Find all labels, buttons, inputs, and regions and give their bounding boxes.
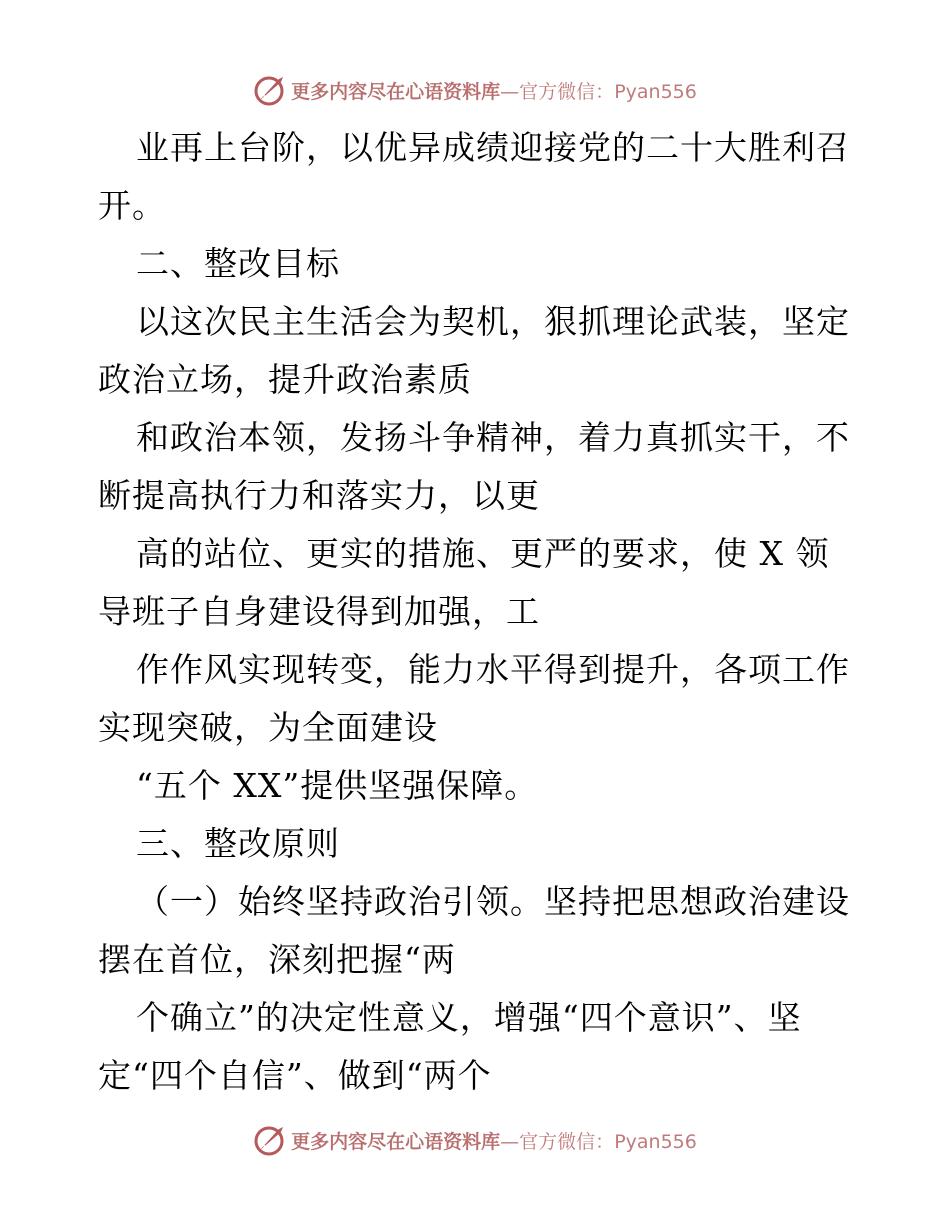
section-heading-goals: 二、整改目标 (136, 244, 340, 283)
body-line-11: 实现突破，为全面建设 (98, 708, 438, 747)
body-line-5: 政治立场，提升政治素质 (98, 360, 472, 399)
body-line-16: 个确立”的决定性意义，增强“四个意识”、坚 (136, 998, 802, 1037)
footer-watermark-text: 更多内容尽在心语资料库—官方微信：Pyan556 (291, 1130, 697, 1153)
body-line-4: 以这次民主生活会为契机，狠抓理论武装，坚定 (136, 302, 850, 341)
header-watermark-text: 更多内容尽在心语资料库—官方微信：Pyan556 (291, 80, 697, 103)
quill-circle-icon (253, 1123, 287, 1157)
section-heading-principles: 三、整改原则 (136, 824, 340, 863)
body-line-12: “五个 XX”提供坚强保障。 (136, 766, 539, 805)
body-line-17: 定“四个自信”、做到“两个 (98, 1056, 492, 1095)
body-line-8: 高的站位、更实的措施、更严的要求，使 X 领 (136, 534, 830, 573)
body-line-2: 开。 (98, 186, 166, 225)
body-line-1: 业再上台阶，以优异成绩迎接党的二十大胜利召 (136, 128, 850, 167)
body-line-7: 断提高执行力和落实力，以更 (98, 476, 540, 515)
body-line-10: 作作风实现转变，能力水平得到提升，各项工作 (136, 650, 850, 689)
footer-watermark-banner (0, 1120, 950, 1160)
body-line-6: 和政治本领，发扬斗争精神，着力真抓实干，不 (136, 418, 850, 457)
body-line-15: 摆在首位，深刻把握“两 (98, 940, 456, 979)
body-line-14: （一）始终坚持政治引领。坚持把思想政治建设 (136, 882, 850, 921)
body-line-9: 导班子自身建设得到加强，工 (98, 592, 540, 631)
